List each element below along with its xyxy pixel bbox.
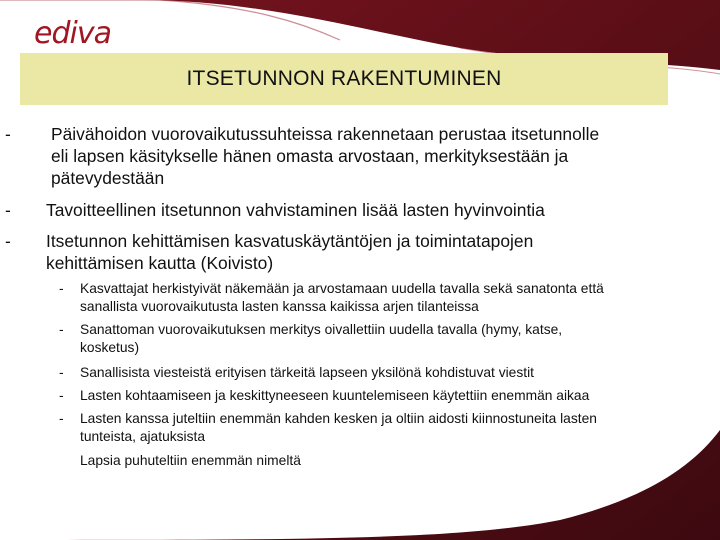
- sub-bullet-3-line-1: Sanallisista viesteistä erityisen tärkeitä lapseen yksilönä kohdistuvat viestit: [80, 365, 534, 380]
- sub-bullet-4-line-1: Lasten kohtaamiseen ja keskittyneeseen kuuntelemiseen käytettiin enemmän aikaa: [80, 388, 590, 403]
- bullet-3-line-1: Itsetunnon kehittämisen kasvatuskäytäntöjen ja toimintatapojen: [46, 231, 534, 251]
- bullet-1-line-1: Päivähoidon vuorovaikutussuhteissa rakennetaan perustaa itsetunnolle: [51, 124, 600, 144]
- bullet-dash: -: [5, 200, 11, 220]
- bullet-2-line-1: Tavoitteellinen itsetunnon vahvistaminen lisää lasten hyvinvointia: [46, 200, 545, 220]
- sub-bullet-dash: -: [59, 322, 64, 337]
- sub-bullet-1-line-1: Kasvattajat herkistyivät näkemään ja arvostamaan uudella tavalla sekä sanatonta että: [80, 281, 604, 296]
- bullet-dash: -: [5, 231, 11, 251]
- sub-bullet-5-line-2: tunteista, ajatuksista: [80, 428, 206, 444]
- slide-title: ITSETUNNON RAKENTUMINEN: [186, 67, 502, 90]
- sub-bullet-2-line-1: Sanattoman vuorovaikutuksen merkitys oivallettiin uudella tavalla (hymy, katse,: [80, 322, 563, 337]
- bullet-1-line-3: pätevydestään: [51, 168, 165, 188]
- sub-bullet-5-line-1: Lasten kanssa juteltiin enemmän kahden kesken ja oltiin aidosti kiinnostuneita lasten: [80, 411, 597, 426]
- sub-bullet-dash: -: [59, 411, 64, 426]
- title-box: [20, 53, 668, 105]
- ediva-logo: ediva: [34, 16, 111, 51]
- sub-bullet-dash: -: [59, 281, 64, 296]
- sub-bullet-dash: -: [59, 365, 64, 380]
- bullet-3-line-2: kehittämisen kautta (Koivisto): [46, 253, 274, 273]
- sub-bullet-dash: -: [59, 388, 64, 403]
- sub-bullet-6-line-1: Lapsia puhuteltiin enemmän nimeltä: [80, 453, 301, 468]
- bullet-1-line-2: eli lapsen käsitykselle hänen omasta arvostaan, merkityksestään ja: [51, 146, 569, 166]
- sub-bullet-1-line-2: sanallista vuorovaikutusta lasten kanssa kaikissa arjen tilanteissa: [80, 298, 479, 314]
- sub-bullet-2-line-2: kosketus): [80, 339, 140, 355]
- bullet-dash: -: [5, 124, 11, 144]
